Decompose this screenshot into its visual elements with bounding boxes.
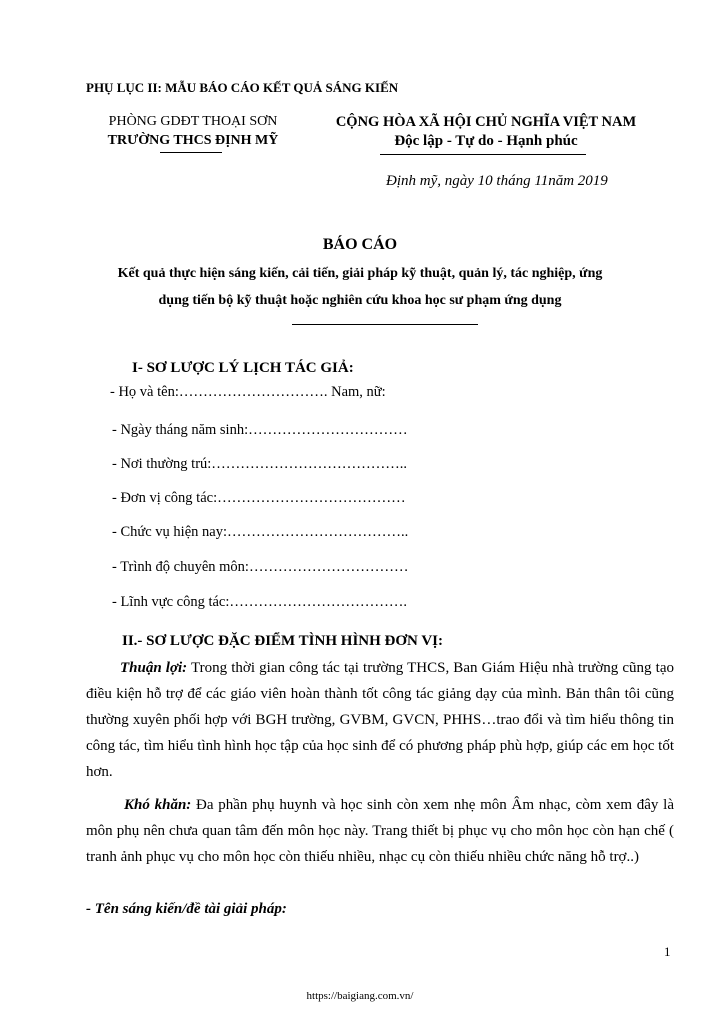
report-subtitle-line-2: dụng tiến bộ kỹ thuật hoặc nghiên cứu khoa học sư phạm ứng dụng [158, 293, 562, 308]
field-birth-date: - Ngày tháng năm sinh:…………………………… [112, 422, 408, 438]
section-1-heading: I- SƠ LƯỢC LÝ LỊCH TÁC GIẢ: [132, 360, 354, 376]
org-underline [160, 152, 222, 153]
difficulties-paragraph [86, 792, 674, 870]
advantages-paragraph [86, 655, 674, 785]
report-title: BÁO CÁO [322, 236, 398, 253]
report-subtitle-line-1: Kết quả thực hiện sáng kiến, cải tiến, giải pháp kỹ thuật, quản lý, tác nghiệp, ứng [117, 266, 603, 281]
advantages-label: Thuận lợi: [120, 660, 188, 676]
title-underline [292, 324, 478, 325]
page-number: 1 [664, 944, 671, 959]
org-line-1: PHÒNG GDĐT THOẠI SƠN [108, 114, 278, 129]
org-line-2: TRƯỜNG THCS ĐỊNH MỸ [107, 133, 279, 148]
difficulties-label: Khó khăn: [124, 797, 192, 813]
difficulties-text: Đa phần phụ huynh và học sinh còn xem nhẹ môn Âm nhạc, còm xem đây là môn phụ nên chưa quan tâm đến môn học này. Trang thiết bị phục vụ cho môn học còn hạn chế ( tranh ảnh phục vụ cho môn học còn thiếu nhiều, nhạc cụ còn thiếu nhiều chức năng hỗ trợ..) [86, 797, 674, 865]
field-qualification: - Trình độ chuyên môn:…………………………… [112, 559, 409, 575]
nation-name: CỘNG HÒA XÃ HỘI CHỦ NGHĨA VIỆT NAM [335, 114, 637, 130]
date-line: Định mỹ, ngày 10 tháng 11năm 2019 [386, 173, 608, 189]
footer-url[interactable]: https://baigiang.com.vn/ [306, 990, 414, 1002]
appendix-title: PHỤ LỤC II: MẪU BÁO CÁO KẾT QUẢ SÁNG KIẾN [86, 80, 399, 95]
section-2-heading: II.- SƠ LƯỢC ĐẶC ĐIỂM TÌNH HÌNH ĐƠN VỊ: [122, 633, 444, 649]
initiative-name-label: - Tên sáng kiến/đề tài giải pháp: [86, 901, 287, 917]
field-work-area: - Lĩnh vực công tác:………………………………. [112, 594, 407, 610]
advantages-text: Trong thời gian công tác tại trường THCS, Ban Giám Hiệu nhà trường cũng tạo điều kiện hỗ trợ để các giáo viên hoàn thành tốt công tác giảng dạy của mình. Bản thân tôi cũng thường xuyên phối hợp với BGH trường, GVBM, GVCN, PHHS…trao đổi và tìm hiểu thông tin công tác, tìm hiểu tình hình học tập của học sinh để có phương pháp phù hợp, giúp các em học tốt hơn. [86, 660, 674, 780]
field-workplace: - Đơn vị công tác:………………………………… [112, 490, 406, 506]
motto-underline [380, 154, 586, 155]
national-motto: Độc lập - Tự do - Hạnh phúc [394, 133, 578, 149]
field-full-name: - Họ và tên:…………………………. Nam, nữ: [110, 384, 386, 400]
field-position: - Chức vụ hiện nay:……………………………….. [112, 524, 409, 540]
field-residence: - Nơi thường trú:………………………………….. [112, 456, 408, 472]
